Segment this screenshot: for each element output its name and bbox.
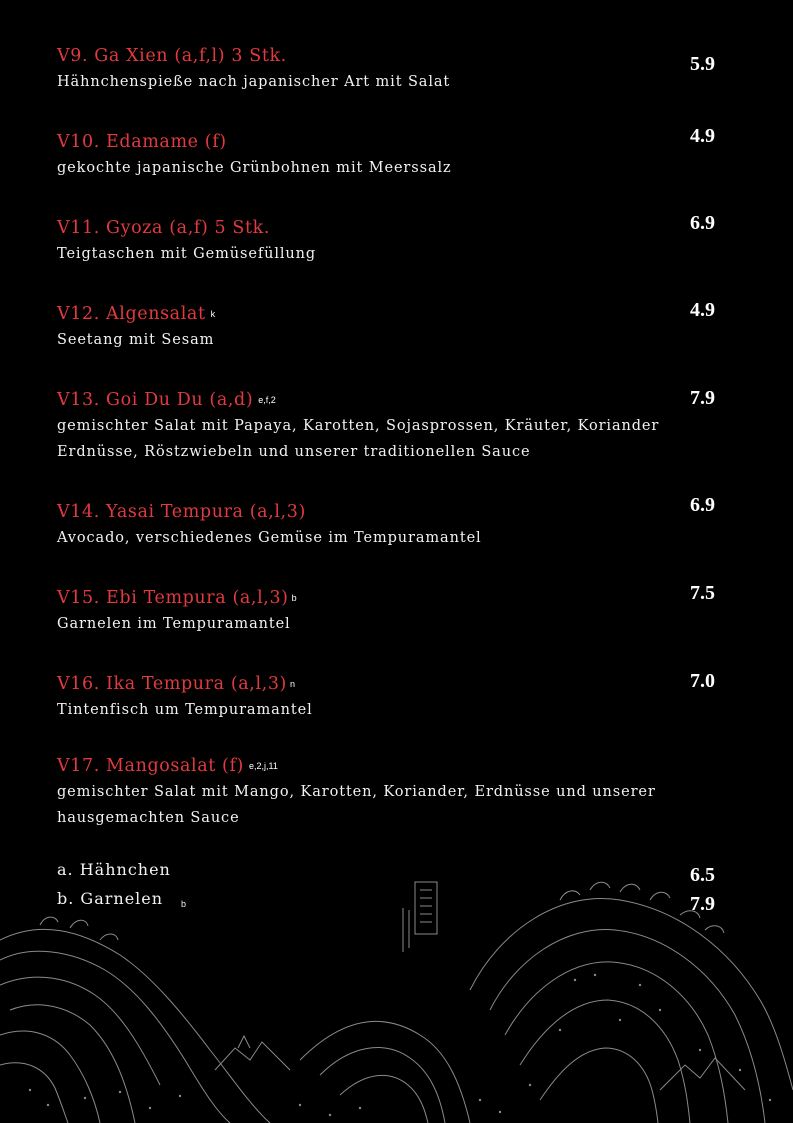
item-title: V14. Yasai Tempura (a,l,3) — [57, 502, 306, 522]
item-title: V15. Ebi Tempura (a,l,3) b — [57, 588, 297, 608]
item-price: 5.9 — [690, 53, 715, 75]
item-price: 7.5 — [690, 582, 715, 604]
item-price: 4.9 — [690, 299, 715, 321]
allergen-note: b — [181, 899, 188, 909]
item-price: 4.9 — [690, 125, 715, 147]
item-description: Tintenfisch um Tempuramantel — [57, 702, 313, 718]
item-title: V9. Ga Xien (a,f,l) 3 Stk. — [57, 46, 287, 66]
item-title: V16. Ika Tempura (a,l,3) n — [57, 674, 296, 694]
item-description: Teigtaschen mit Gemüsefüllung — [57, 246, 317, 262]
option-price: 6.5 — [690, 864, 715, 886]
allergen-note: n — [290, 679, 296, 689]
item-description-line2: Erdnüsse, Röstzwiebeln und unserer traditionellen Sauce — [57, 444, 531, 460]
wave-illustration — [0, 860, 793, 1123]
menu-item — [57, 216, 677, 267]
allergen-note: e,f,2 — [258, 395, 276, 405]
option-label: b. Garnelen — [57, 889, 164, 908]
item-title: V11. Gyoza (a,f) 5 Stk. — [57, 218, 271, 238]
menu-item — [57, 44, 677, 95]
menu-item — [57, 500, 677, 551]
item-description: Avocado, verschiedenes Gemüse im Tempuramantel — [57, 530, 482, 546]
menu-item — [57, 586, 677, 637]
allergen-note: k — [210, 309, 216, 319]
option-price: 7.9 — [690, 893, 715, 915]
allergen-note: e,2,j,11 — [248, 761, 278, 771]
menu-item — [57, 672, 677, 723]
item-title: V13. Goi Du Du (a,d) e,f,2 — [57, 390, 276, 410]
item-description: gemischter Salat mit Papaya, Karotten, Sojasprossen, Kräuter, Koriander — [57, 418, 660, 434]
menu-item — [57, 388, 677, 465]
item-price: 7.9 — [690, 387, 715, 409]
item-price: 6.9 — [690, 494, 715, 516]
item-title: V17. Mangosalat (f) e,2,j,11 — [57, 756, 278, 776]
item-description: gemischter Salat mit Mango, Karotten, Koriander, Erdnüsse und unserer — [57, 784, 656, 800]
item-title: V12. Algensalat k — [57, 304, 216, 324]
option-item: a. Hähnchen — [57, 860, 171, 879]
menu-item — [57, 130, 677, 181]
item-description: Seetang mit Sesam — [57, 332, 215, 348]
item-title: V10. Edamame (f) — [57, 132, 227, 152]
menu-item — [57, 302, 677, 353]
allergen-note: b — [291, 593, 297, 603]
menu-item — [57, 754, 677, 831]
item-price: 7.0 — [690, 670, 715, 692]
item-description: Hähnchenspieße nach japanischer Art mit Salat — [57, 74, 451, 90]
item-description: gekochte japanische Grünbohnen mit Meerssalz — [57, 160, 452, 176]
item-description-line2: hausgemachten Sauce — [57, 810, 240, 826]
item-description: Garnelen im Tempuramantel — [57, 616, 291, 632]
item-price: 6.9 — [690, 212, 715, 234]
